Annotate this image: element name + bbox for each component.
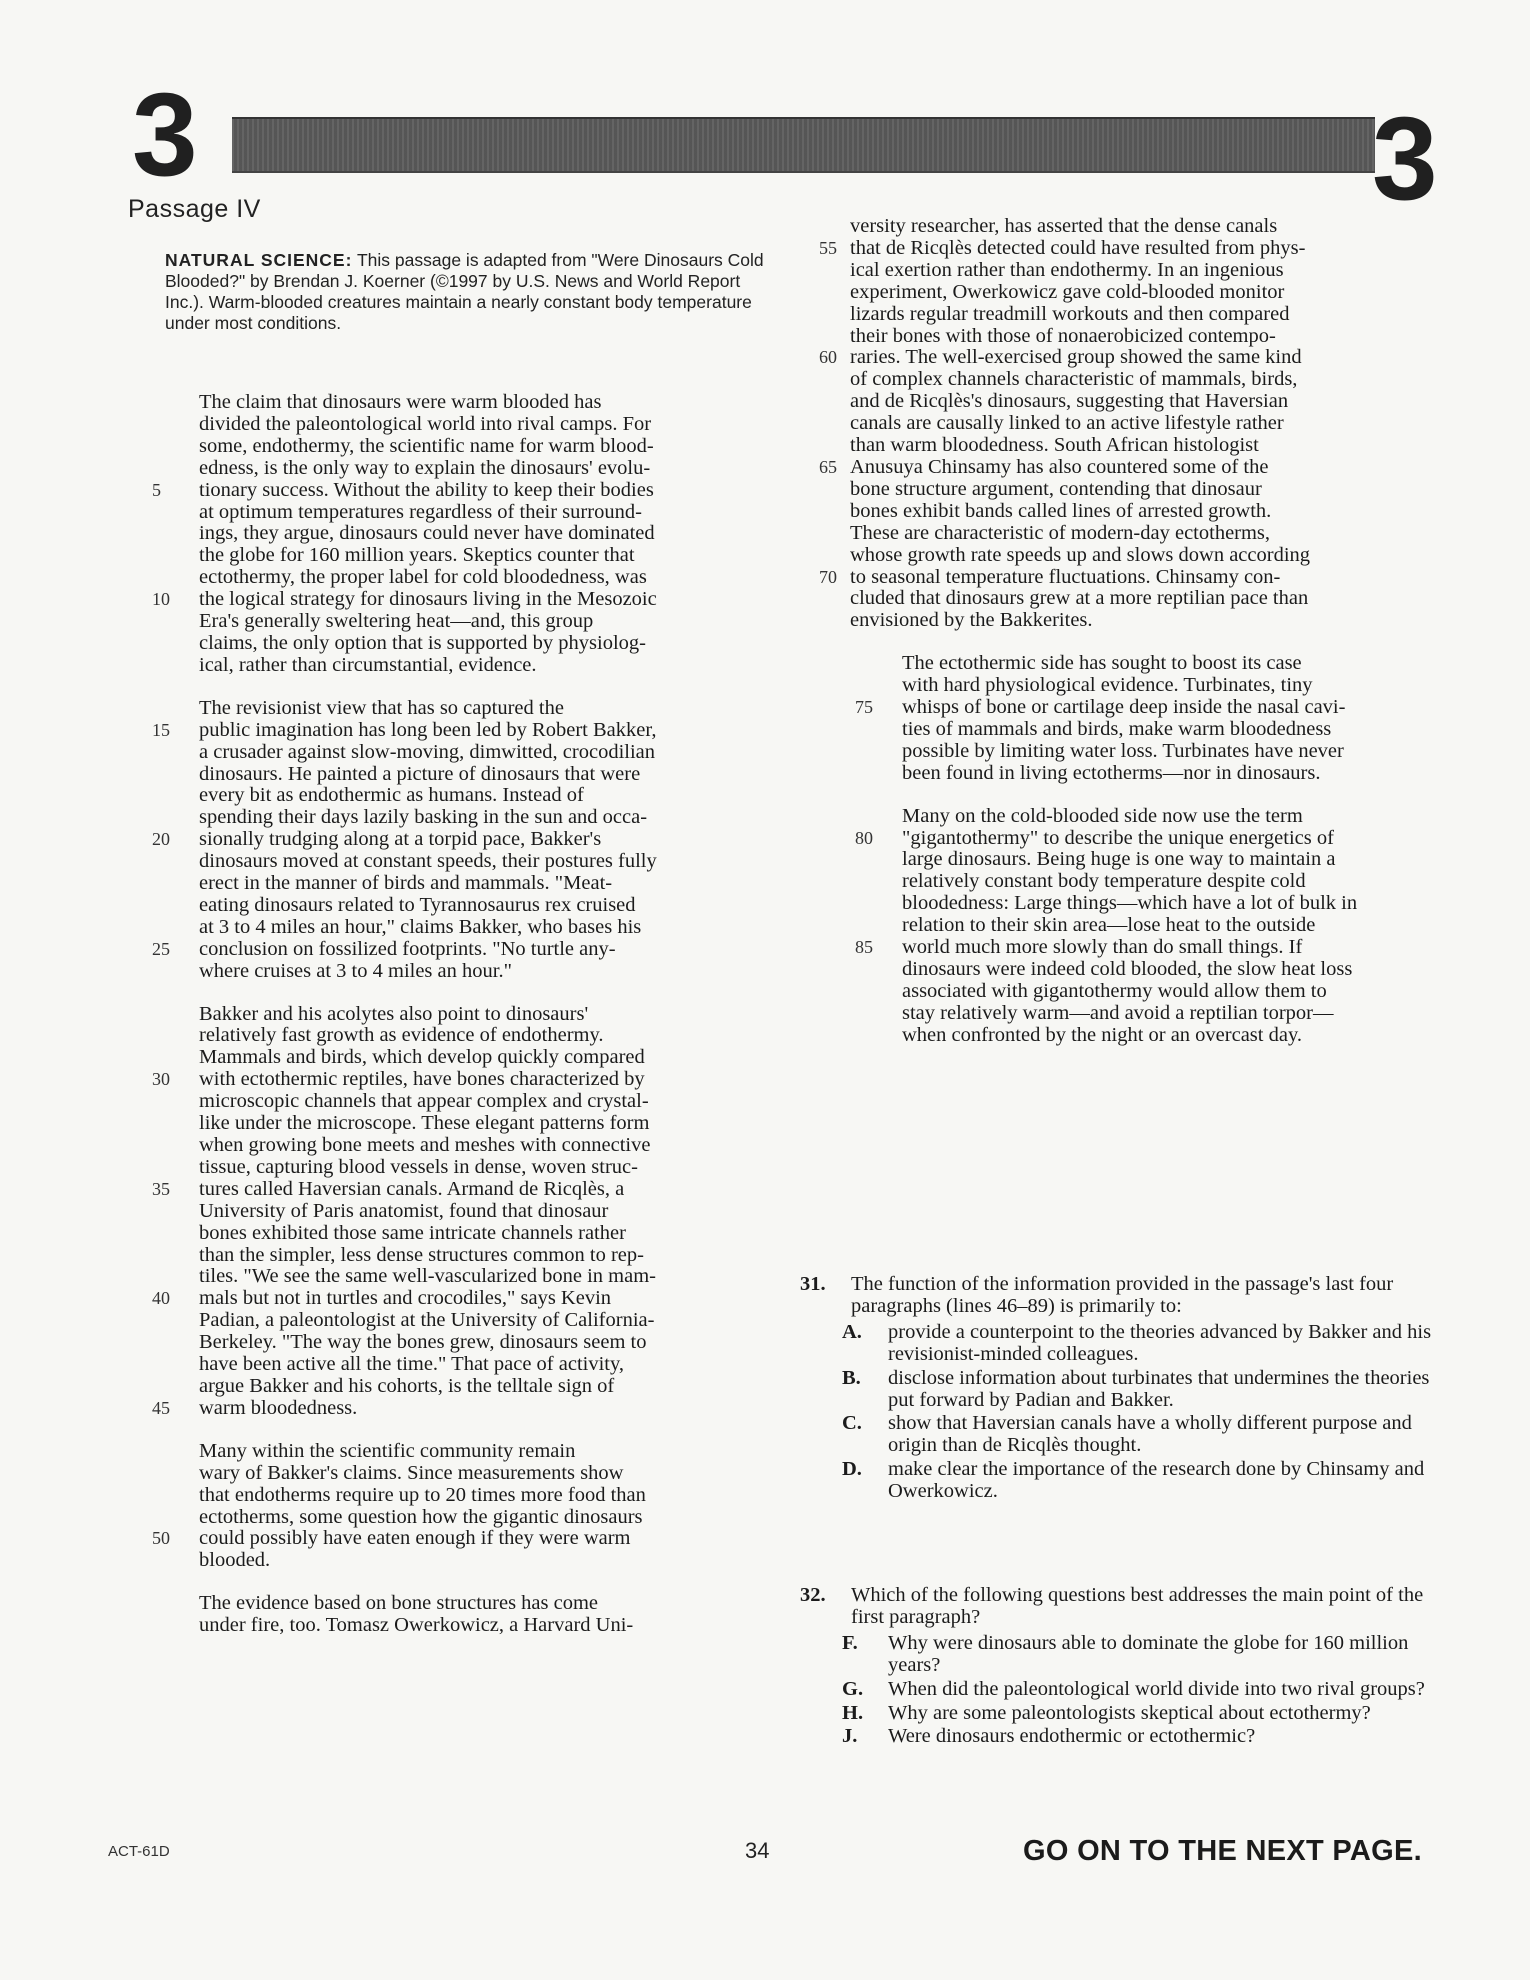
passage-line: envisioned by the Bakkerites. <box>850 609 1093 632</box>
passage-line: The claim that dinosaurs were warm blooded has <box>199 391 602 413</box>
option-letter: C. <box>842 1412 862 1435</box>
passage-line: mals but not in turtles and crocodiles," says Kevin 40 <box>147 1288 757 1310</box>
passage-line: large dinosaurs. Being huge is one way to maintain a <box>902 848 1336 871</box>
line-number: 30 <box>152 1069 170 1090</box>
line-number: 25 <box>152 938 170 959</box>
answer-option[interactable] <box>800 1679 1440 1701</box>
passage-line: cluded that dinosaurs grew at a more reptilian pace than <box>850 587 1309 610</box>
passage-line: conclusion on fossilized footprints. "No turtle any- 25 <box>147 939 757 961</box>
section-number-right: 3 <box>1372 93 1438 225</box>
passage-line: bone structure argument, contending that dinosaur <box>850 477 1262 500</box>
passage-line: the globe for 160 million years. Skeptics counter that <box>199 544 635 567</box>
passage-line: some, endothermy, the scientific name for warm blood- <box>199 434 654 457</box>
passage-line: stay relatively warm—and avoid a reptilian torpor— <box>902 1001 1334 1024</box>
passage-line: tiles. "We see the same well-vascularized bone in mam- <box>199 1265 656 1288</box>
passage-line: claims, the only option that is supported by physiolog- <box>199 631 646 654</box>
passage-line: under fire, too. Tomasz Owerkowicz, a Harvard Uni- <box>199 1614 634 1637</box>
go-on-notice: GO ON TO THE NEXT PAGE. <box>1023 1835 1422 1867</box>
passage-line: whisps of bone or cartilage deep inside the nasal cavi- 75 <box>850 697 1450 719</box>
passage-paragraph <box>850 653 1450 784</box>
passage-line: than the simpler, less dense structures common to rep- <box>199 1243 644 1266</box>
question-stem: The function of the information provided in the passage's last four paragraphs (lines 46–89) is primarily to: <box>851 1273 1394 1317</box>
question-32 <box>800 1585 1440 1750</box>
passage-line: "gigantothermy" to describe the unique energetics of 80 <box>850 828 1450 850</box>
passage-line: versity researcher, has asserted that the dense canals <box>850 215 1278 237</box>
option-text: When did the paleontological world divide into two rival groups? <box>888 1677 1425 1700</box>
passage-line: have been active all the time." That pace of activity, <box>199 1353 625 1376</box>
line-number: 75 <box>855 697 873 718</box>
passage-line: canals are causally linked to an active lifestyle rather <box>850 412 1284 435</box>
option-letter: A. <box>842 1320 862 1343</box>
passage-line: public imagination has long been led by Robert Bakker, 15 <box>147 720 757 742</box>
option-text: provide a counterpoint to the theories advanced by Bakker and his revisionist-minded colleagues. <box>888 1320 1432 1365</box>
passage-line: than warm bloodedness. South African histologist <box>850 434 1259 457</box>
passage-line: Mammals and birds, which develop quickly compared <box>199 1046 645 1069</box>
passage-line: like under the microscope. These elegant patterns form <box>199 1112 650 1135</box>
option-letter: D. <box>842 1458 862 1481</box>
passage-paragraph <box>147 1593 757 1637</box>
passage-line: divided the paleontological world into rival camps. For <box>199 412 652 435</box>
section-header-bar <box>232 117 1375 173</box>
passage-line: The revisionist view that has so captured the <box>199 696 564 719</box>
passage-paragraph <box>147 1004 757 1420</box>
passage-line: tissue, capturing blood vessels in dense, woven struc- <box>199 1155 638 1178</box>
passage-line: University of Paris anatomist, found that dinosaur <box>199 1199 609 1222</box>
passage-line: to seasonal temperature fluctuations. Chinsamy con- 70 <box>850 567 1450 589</box>
intro-label: NATURAL SCIENCE: <box>165 250 353 270</box>
passage-line: the logical strategy for dinosaurs living in the Mesozoic 10 <box>147 589 757 611</box>
question-number: 31. <box>800 1273 826 1295</box>
answer-options <box>800 1322 1440 1503</box>
passage-line: eating dinosaurs related to Tyrannosaurus rex cruised <box>199 893 636 916</box>
passage-line: of complex channels characteristic of mammals, birds, <box>850 368 1298 391</box>
passage-line: possible by limiting water loss. Turbinates have never <box>902 739 1344 762</box>
intro-text: This passage is adapted from "Were Dinosaurs Cold Blooded?" by Brendan J. Koerner (©1997 by U.S. News and World Report Inc.). Warm-blooded creatures maintain a nearly constant body temperature under most conditions. <box>165 250 764 333</box>
option-letter: F. <box>842 1631 858 1654</box>
passage-paragraph <box>819 215 1450 632</box>
passage-line: a crusader against slow-moving, dimwitted, crocodilian <box>199 740 656 763</box>
passage-line: when growing bone meets and meshes with connective <box>199 1134 651 1156</box>
passage-right-column <box>819 215 1450 1068</box>
passage-line: raries. The well-exercised group showed the same kind 60 <box>850 347 1450 369</box>
option-text: show that Haversian canals have a wholly different purpose and origin than de Ricqlès thought. <box>888 1412 1412 1457</box>
passage-line: ings, they argue, dinosaurs could never have dominated <box>199 522 655 545</box>
passage-line: associated with gigantothermy would allow them to <box>902 979 1327 1002</box>
passage-line: The evidence based on bone structures has come <box>199 1592 599 1615</box>
answer-option[interactable] <box>800 1413 1440 1457</box>
passage-line: been found in living ectotherms—nor in dinosaurs. <box>902 761 1321 784</box>
passage-line: ectothermy, the proper label for cold bloodedness, was <box>199 566 647 589</box>
option-letter: J. <box>842 1725 858 1748</box>
line-number: 10 <box>152 589 170 610</box>
passage-line: their bones with those of nonaerobicized contempo- <box>850 324 1276 347</box>
passage-line: at optimum temperatures regardless of their surround- <box>199 500 642 523</box>
option-letter: H. <box>842 1701 864 1724</box>
passage-line: argue Bakker and his cohorts, is the telltale sign of <box>199 1374 615 1397</box>
answer-option[interactable] <box>800 1633 1440 1677</box>
passage-line: ical exertion rather than endothermy. In an ingenious <box>850 258 1284 281</box>
option-text: Why are some paleontologists skeptical about ectothermy? <box>888 1701 1371 1724</box>
line-number: 5 <box>152 479 161 500</box>
passage-line: bones exhibited those same intricate channels rather <box>199 1221 626 1244</box>
line-number: 40 <box>152 1288 170 1309</box>
passage-line: where cruises at 3 to 4 miles an hour." <box>199 959 512 982</box>
passage-line: experiment, Owerkowicz gave cold-blooded monitor <box>850 280 1285 303</box>
passage-introduction <box>165 250 765 334</box>
option-letter: G. <box>842 1677 864 1700</box>
passage-line: at 3 to 4 miles an hour," claims Bakker, who bases his <box>199 915 642 938</box>
question-number: 32. <box>800 1584 826 1606</box>
passage-title: Passage IV <box>128 195 261 223</box>
line-number: 45 <box>152 1397 170 1418</box>
line-number: 85 <box>855 937 873 958</box>
passage-line: edness, is the only way to explain the dinosaurs' evolu- <box>199 456 651 479</box>
passage-line: microscopic channels that appear complex and crystal- <box>199 1090 649 1113</box>
option-letter: B. <box>842 1366 861 1389</box>
passage-line: when confronted by the night or an overcast day. <box>902 1023 1303 1046</box>
passage-line: The ectothermic side has sought to boost its case <box>902 652 1302 675</box>
passage-line: tionary success. Without the ability to keep their bodies 5 <box>147 480 757 502</box>
passage-line: Era's generally sweltering heat—and, this group <box>199 610 594 633</box>
answer-option[interactable] <box>800 1726 1440 1748</box>
passage-paragraph <box>850 806 1450 1047</box>
answer-option[interactable] <box>800 1368 1440 1412</box>
answer-option[interactable] <box>800 1703 1440 1725</box>
section-number-left: 3 <box>132 69 198 201</box>
page-number: 34 <box>745 1838 770 1863</box>
line-number: 55 <box>819 237 837 258</box>
option-text: Were dinosaurs endothermic or ectothermic? <box>888 1725 1256 1748</box>
passage-line: world much more slowly than do small things. If 85 <box>850 937 1450 959</box>
passage-line: dinosaurs. He painted a picture of dinosaurs that were <box>199 762 641 785</box>
question-stem: Which of the following questions best addresses the main point of the first paragraph? <box>851 1584 1424 1628</box>
passage-paragraph <box>147 392 757 677</box>
passage-paragraph <box>147 1441 757 1572</box>
passage-line: whose growth rate speeds up and slows down according <box>850 543 1311 566</box>
passage-line: spending their days lazily basking in the sun and occa- <box>199 806 648 829</box>
passage-line: Padian, a paleontologist at the University of California- <box>199 1309 655 1332</box>
passage-line: erect in the manner of birds and mammals. "Meat- <box>199 872 613 895</box>
line-number: 20 <box>152 829 170 850</box>
passage-line: sionally trudging along at a torpid pace, Bakker's 20 <box>147 829 757 851</box>
passage-line: bones exhibit bands called lines of arrested growth. <box>850 499 1272 522</box>
passage-line: Berkeley. "The way the bones grew, dinosaurs seem to <box>199 1331 647 1354</box>
passage-line: relation to their skin area—lose heat to the outside <box>902 914 1316 937</box>
passage-line: Anusuya Chinsamy has also countered some of the 65 <box>850 457 1450 479</box>
passage-left-column <box>147 392 757 1658</box>
answer-options <box>800 1633 1440 1749</box>
passage-line: blooded. <box>199 1549 271 1572</box>
passage-paragraph <box>147 698 757 983</box>
answer-option[interactable] <box>800 1459 1440 1503</box>
option-text: Why were dinosaurs able to dominate the globe for 160 million years? <box>888 1631 1409 1676</box>
passage-line: with hard physiological evidence. Turbinates, tiny <box>902 674 1313 697</box>
passage-line: relatively constant body temperature despite cold <box>902 870 1306 893</box>
line-number: 80 <box>855 827 873 848</box>
answer-option[interactable] <box>800 1322 1440 1366</box>
passage-line: wary of Bakker's claims. Since measurements show <box>199 1461 624 1484</box>
line-number: 35 <box>152 1178 170 1199</box>
line-number: 60 <box>819 347 837 368</box>
passage-line: These are characteristic of modern-day ectotherms, <box>850 521 1271 544</box>
passage-line: every bit as endothermic as humans. Instead of <box>199 784 584 807</box>
line-number: 70 <box>819 566 837 587</box>
passage-line: warm bloodedness. 45 <box>147 1398 757 1420</box>
passage-line: ectotherms, some question how the gigantic dinosaurs <box>199 1505 643 1528</box>
passage-line: lizards regular treadmill workouts and then compared <box>850 302 1290 325</box>
passage-line: ical, rather than circumstantial, evidence. <box>199 653 537 676</box>
passage-line: relatively fast growth as evidence of endothermy. <box>199 1024 604 1047</box>
passage-line: tures called Haversian canals. Armand de Ricqlès, a 35 <box>147 1179 757 1201</box>
passage-line: could possibly have eaten enough if they were warm 50 <box>147 1528 757 1550</box>
passage-line: ties of mammals and birds, make warm bloodedness <box>902 717 1332 740</box>
line-number: 65 <box>819 456 837 477</box>
passage-line: with ectothermic reptiles, have bones characterized by 30 <box>147 1069 757 1091</box>
passage-line: Bakker and his acolytes also point to dinosaurs' <box>199 1002 589 1025</box>
passage-line: dinosaurs moved at constant speeds, their postures fully <box>199 850 657 873</box>
passage-line: that de Ricqlès detected could have resulted from phys- 55 <box>850 238 1450 260</box>
passage-line: that endotherms require up to 20 times more food than <box>199 1483 646 1506</box>
option-text: disclose information about turbinates that undermines the theories put forward by Padian and Bakker. <box>888 1366 1430 1411</box>
passage-line: bloodedness: Large things—which have a lot of bulk in <box>902 892 1358 915</box>
passage-line: and de Ricqlès's dinosaurs, suggesting that Haversian <box>850 390 1289 413</box>
passage-line: dinosaurs were indeed cold blooded, the slow heat loss <box>902 958 1353 980</box>
line-number: 15 <box>152 719 170 740</box>
passage-line: Many within the scientific community remain <box>199 1439 576 1462</box>
question-31 <box>800 1274 1440 1505</box>
line-number: 50 <box>152 1528 170 1549</box>
form-code: ACT-61D <box>108 1843 170 1860</box>
option-text: make clear the importance of the research done by Chinsamy and Owerkowicz. <box>888 1458 1425 1503</box>
passage-line: Many on the cold-blooded side now use the term <box>902 804 1303 827</box>
